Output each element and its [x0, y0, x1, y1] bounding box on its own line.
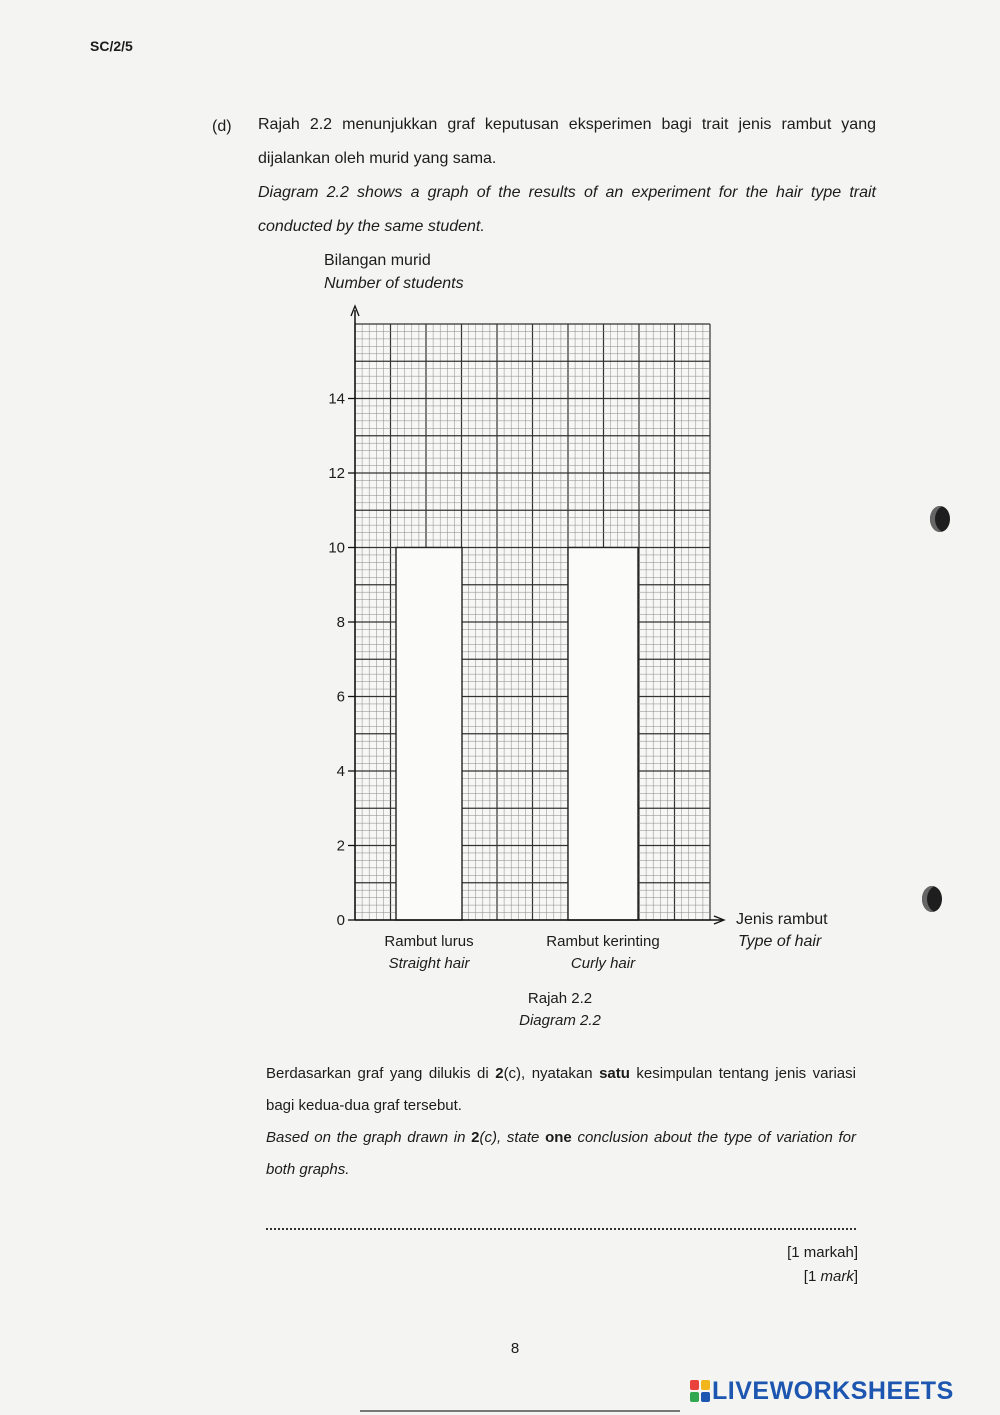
- y-tick-label: 0: [336, 912, 345, 929]
- brand-logo[interactable]: [690, 1374, 954, 1408]
- page-bottom-edge: [360, 1410, 680, 1412]
- marks-malay: [1 markah]: [787, 1244, 858, 1261]
- y-tick-label: 4: [336, 763, 345, 780]
- instruction-english: Based on the graph drawn in 2(c), state one conclusion about the type of variation for both graphs.: [266, 1129, 856, 1178]
- brand-name: LIVEWORKSHEETS: [712, 1376, 954, 1405]
- x-tick-label-english: Straight hair: [388, 955, 470, 972]
- diagram-caption-malay: Rajah 2.2: [527, 990, 593, 1007]
- question-text-english: Diagram 2.2 shows a graph of the results of an experiment for the hair type trait conducted by the same student.: [258, 184, 876, 235]
- brand-square-yellow: [701, 1380, 710, 1390]
- x-axis-label-malay: Jenis rambut: [736, 911, 828, 928]
- y-tick-label: 10: [328, 539, 345, 557]
- punch-hole-bottom: [922, 886, 942, 912]
- punch-hole-top: [930, 506, 950, 532]
- y-tick-label: 12: [328, 465, 345, 482]
- x-tick-label: Rambut lurus: [384, 933, 474, 950]
- y-tick-label: 6: [336, 688, 345, 706]
- page-number: 8: [510, 1340, 520, 1357]
- y-tick-label: 8: [336, 614, 345, 631]
- brand-square-green: [690, 1392, 699, 1402]
- bar-chart: [300, 300, 860, 990]
- y-tick-label: 14: [328, 390, 345, 408]
- question-label: (d): [212, 118, 232, 135]
- y-axis-label-malay: Bilangan murid: [324, 252, 431, 269]
- bar-straight-hair: [396, 548, 462, 921]
- instruction-malay: Berdasarkan graf yang dilukis di 2(c), nyatakan satu kesimpulan tentang jenis variasi bagi kedua-dua graf tersebut.: [266, 1065, 856, 1114]
- answer-line[interactable]: [266, 1212, 856, 1230]
- brand-grid-icon: [690, 1380, 710, 1402]
- question-text-malay: Rajah 2.2 menunjukkan graf keputusan eksperimen bagi trait jenis rambut yang dijalankan oleh murid yang sama.: [258, 116, 876, 167]
- marks-english: [1 mark]: [803, 1268, 858, 1285]
- y-axis-label-english: Number of students: [324, 275, 464, 292]
- x-tick-label-english: Curly hair: [570, 955, 636, 972]
- brand-square-red: [690, 1380, 699, 1390]
- paper-code: SC/2/5: [90, 38, 133, 54]
- x-tick-label: Rambut kerinting: [546, 933, 660, 950]
- brand-square-blue: [701, 1392, 710, 1402]
- x-axis-label-english: Type of hair: [738, 933, 822, 950]
- bar-curly-hair: [568, 548, 638, 921]
- y-tick-label: 2: [336, 837, 345, 855]
- diagram-caption-english: Diagram 2.2: [519, 1012, 601, 1029]
